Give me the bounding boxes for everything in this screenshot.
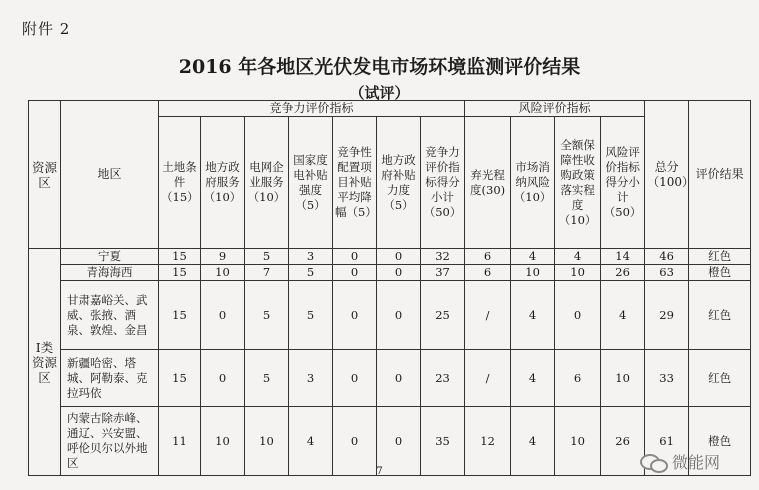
subsidy-strength-cell: 3 [289,350,333,407]
result-cell: 红色 [689,350,751,407]
result-cell: 红色 [689,249,751,265]
risk-subtotal-cell: 10 [601,350,645,407]
header-curtailment: 弃光程度(30) [465,117,511,249]
grid-service-cell: 7 [245,265,289,281]
header-result: 评价结果 [689,101,751,249]
subsidy-strength-cell: 3 [289,249,333,265]
local-subsidy-cell: 0 [377,350,421,407]
document-title: 2016 年各地区光伏发电市场环境监测评价结果 [178,56,581,78]
region-cell: 宁夏 [61,249,159,265]
header-resource-zone: 资源区 [29,101,61,249]
table-row [29,265,751,281]
header-local-subsidy: 地方政府补贴力度（5） [377,117,421,249]
market-absorption-cell: 4 [511,350,555,407]
subsidy-strength-cell: 5 [289,281,333,350]
competitive-allocation-cell: 0 [333,350,377,407]
land-cell: 15 [159,281,201,350]
purchase-policy-cell: 0 [555,281,601,350]
purchase-policy-cell: 4 [555,249,601,265]
total-cell: 46 [645,249,689,265]
header-market-absorption: 市场消纳风险（10） [511,117,555,249]
annex-label: 附件 2 [22,20,71,38]
table-row [29,350,751,407]
competition-subtotal-cell: 25 [421,281,465,350]
group-competition: 竞争力评价指标 [159,101,465,117]
region-cell: 青海海西 [61,265,159,281]
competitive-allocation-cell: 0 [333,281,377,350]
market-absorption-cell: 4 [511,249,555,265]
resource-zone-cell: I类资源区 [29,249,61,476]
header-risk-subtotal: 风险评价指标得分小计（50） [601,117,645,249]
subsidy-strength-cell: 4 [289,407,333,476]
grid-service-cell: 5 [245,249,289,265]
land-cell: 15 [159,265,201,281]
competitive-allocation-cell: 0 [333,265,377,281]
curtailment-cell: / [465,350,511,407]
competitive-allocation-cell: 0 [333,249,377,265]
result-cell: 红色 [689,281,751,350]
wechat-icon [640,452,668,472]
risk-subtotal-cell: 26 [601,265,645,281]
competition-subtotal-cell: 23 [421,350,465,407]
curtailment-cell: / [465,281,511,350]
local-subsidy-cell: 0 [377,249,421,265]
table-row [29,249,751,265]
total-cell: 33 [645,350,689,407]
subsidy-strength-cell: 5 [289,265,333,281]
purchase-policy-cell: 10 [555,407,601,476]
result-cell: 橙色 [689,265,751,281]
page-number: 7 [376,466,383,477]
group-risk: 风险评价指标 [465,101,645,117]
header-purchase-policy: 全额保障性收购政策落实程度（10） [555,117,601,249]
purchase-policy-cell: 6 [555,350,601,407]
region-cell: 新疆哈密、塔城、阿勒泰、克拉玛依 [61,350,159,407]
header-land: 土地条件（15） [159,117,201,249]
watermark [640,450,720,473]
market-absorption-cell: 4 [511,281,555,350]
local-subsidy-cell: 0 [377,281,421,350]
competition-subtotal-cell: 37 [421,265,465,281]
region-cell: 内蒙古除赤峰、通辽、兴安盟、呼伦贝尔以外地区 [61,407,159,476]
land-cell: 15 [159,249,201,265]
header-competition-subtotal: 竞争力评价指标得分小计（50） [421,117,465,249]
grid-service-cell: 5 [245,350,289,407]
total-cell: 61 [645,407,689,476]
grid-service-cell: 5 [245,281,289,350]
land-cell: 15 [159,350,201,407]
grid-service-cell: 10 [245,407,289,476]
header-total: 总分（100） [645,101,689,249]
table-row [29,281,751,350]
header-competitive-allocation: 竞争性配置项目补贴平均降幅（5） [333,117,377,249]
document-subtitle: （试评） [349,84,410,102]
local-subsidy-cell: 0 [377,407,421,476]
market-absorption-cell: 4 [511,407,555,476]
region-cell: 甘肃嘉峪关、武威、张掖、酒泉、敦煌、金昌 [61,281,159,350]
header-grid-service: 电网企业服务（10） [245,117,289,249]
curtailment-cell: 12 [465,407,511,476]
gov-service-cell: 9 [201,249,245,265]
total-cell: 63 [645,265,689,281]
watermark-text: 微能网 [672,453,721,472]
header-gov-service: 地方政府服务（10） [201,117,245,249]
land-cell: 11 [159,407,201,476]
local-subsidy-cell: 0 [377,265,421,281]
gov-service-cell: 10 [201,407,245,476]
header-subsidy-strength: 国家度电补贴强度（5） [289,117,333,249]
gov-service-cell: 0 [201,281,245,350]
competition-subtotal-cell: 32 [421,249,465,265]
competitive-allocation-cell: 0 [333,407,377,476]
purchase-policy-cell: 10 [555,265,601,281]
total-cell: 29 [645,281,689,350]
evaluation-table [28,100,751,476]
market-absorption-cell: 10 [511,265,555,281]
header-region: 地区 [61,101,159,249]
gov-service-cell: 10 [201,265,245,281]
curtailment-cell: 6 [465,249,511,265]
result-cell: 橙色 [689,407,751,476]
curtailment-cell: 6 [465,265,511,281]
risk-subtotal-cell: 14 [601,249,645,265]
gov-service-cell: 0 [201,350,245,407]
risk-subtotal-cell: 4 [601,281,645,350]
competition-subtotal-cell: 35 [421,407,465,476]
risk-subtotal-cell: 26 [601,407,645,476]
